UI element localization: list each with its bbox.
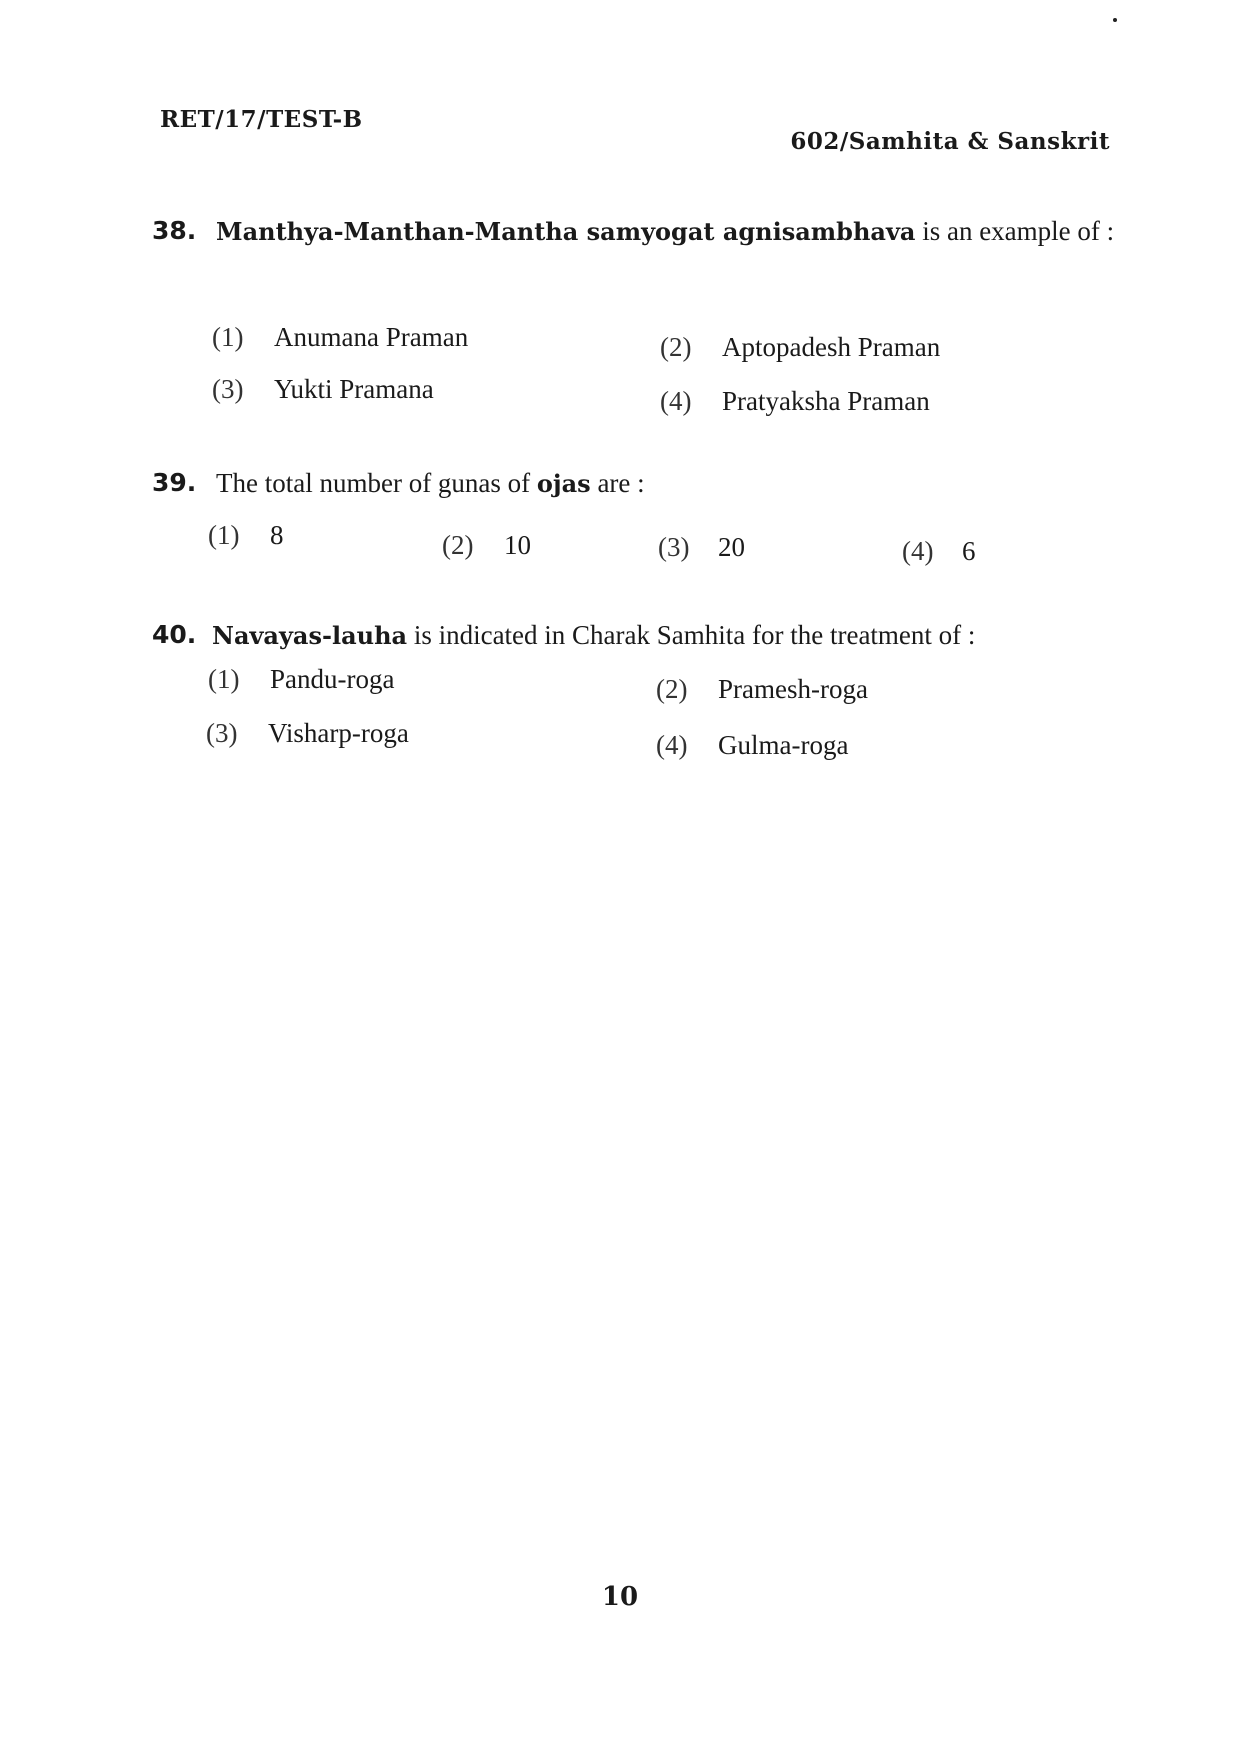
exam-code: RET/17/TEST-B <box>160 106 363 133</box>
question-text <box>216 214 1116 249</box>
question-number: 40. <box>152 620 197 649</box>
paper-title: 602/Samhita & Sanskrit <box>790 128 1110 155</box>
option-40-1[interactable]: (1) Pandu-roga <box>208 664 395 694</box>
question-text-after: are : <box>590 468 645 498</box>
question-number: 38. <box>152 216 197 245</box>
option-40-4[interactable]: (4) Gulma-roga <box>656 730 849 760</box>
question-bold-term: Manthya-Manthan-Mantha samyogat agnisambhava <box>216 217 916 246</box>
option-39-4[interactable]: (4) 6 <box>902 536 976 566</box>
option-38-1[interactable]: (1) Anumana Praman <box>212 322 469 352</box>
question-text-before: The total number of gunas of <box>216 468 537 498</box>
question-text <box>212 618 1112 653</box>
question-text-rest: is an example of : <box>915 216 1115 246</box>
question-bold-term: Navayas-lauha <box>212 621 408 650</box>
question-bold-term: ojas <box>536 469 591 498</box>
option-38-3[interactable]: (3) Yukti Pramana <box>212 374 434 404</box>
page-number: 10 <box>601 1582 639 1612</box>
option-38-4[interactable]: (4) Pratyaksha Praman <box>660 386 930 416</box>
option-40-2[interactable]: (2) Pramesh-roga <box>656 674 868 704</box>
option-39-2[interactable]: (2) 10 <box>442 530 531 560</box>
question-text <box>216 466 1116 501</box>
scan-speck <box>1113 18 1117 22</box>
option-40-3[interactable]: (3) Visharp-roga <box>206 718 409 748</box>
option-39-3[interactable]: (3) 20 <box>658 532 745 562</box>
question-number: 39. <box>152 468 197 497</box>
option-38-2[interactable]: (2) Aptopadesh Praman <box>660 332 941 362</box>
question-text-rest: is indicated in Charak Samhita for the treatment of : <box>407 620 976 650</box>
option-39-1[interactable]: (1) 8 <box>208 520 284 550</box>
